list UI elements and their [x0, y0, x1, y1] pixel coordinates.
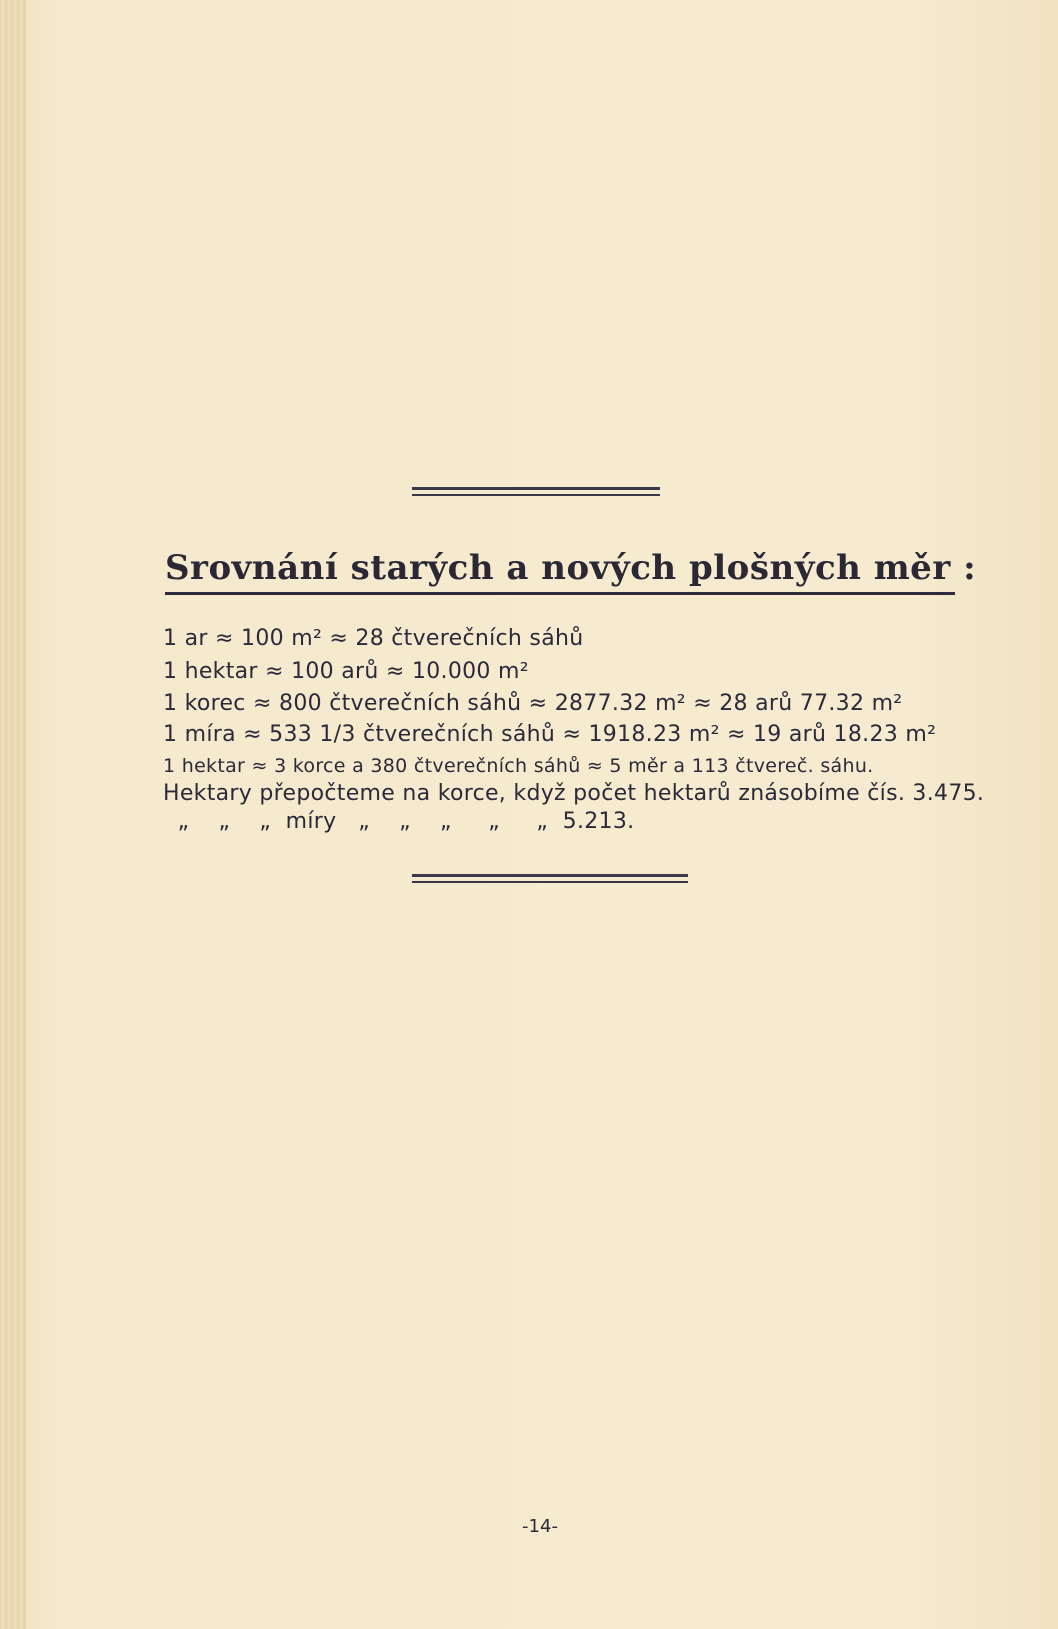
conversion-line-mira: 1 míra ≈ 533 1/3 čtverečních sáhů ≈ 1918.23 m² ≈ 19 arů 18.23 m²	[163, 722, 937, 747]
bottom-rule-lower	[412, 881, 688, 883]
title-underline	[165, 592, 955, 595]
page-number: -14-	[522, 1516, 558, 1537]
conversion-note-miry: „ „ „ míry „ „ „ „ „ 5.213.	[163, 809, 635, 834]
conversion-line-hektar-korce: 1 hektar ≈ 3 korce a 380 čtverečních sáhů ≈ 5 měr a 113 čtvereč. sáhu.	[163, 755, 874, 777]
binding-edge	[0, 0, 26, 1629]
conversion-line-korec: 1 korec ≈ 800 čtverečních sáhů ≈ 2877.32 m² ≈ 28 arů 77.32 m²	[163, 691, 903, 716]
conversion-line-hektar: 1 hektar ≈ 100 arů ≈ 10.000 m²	[163, 659, 529, 684]
conversion-note-korce: Hektary přepočteme na korce, když počet hektarů znásobíme čís. 3.475.	[163, 781, 985, 806]
top-rule-lower	[412, 494, 660, 496]
top-rule-upper	[412, 487, 660, 490]
bottom-rule-upper	[412, 874, 688, 877]
conversion-line-ar: 1 ar ≈ 100 m² ≈ 28 čtverečních sáhů	[163, 626, 584, 651]
page-title: Srovnání starých a nových plošných měr :	[165, 548, 977, 588]
